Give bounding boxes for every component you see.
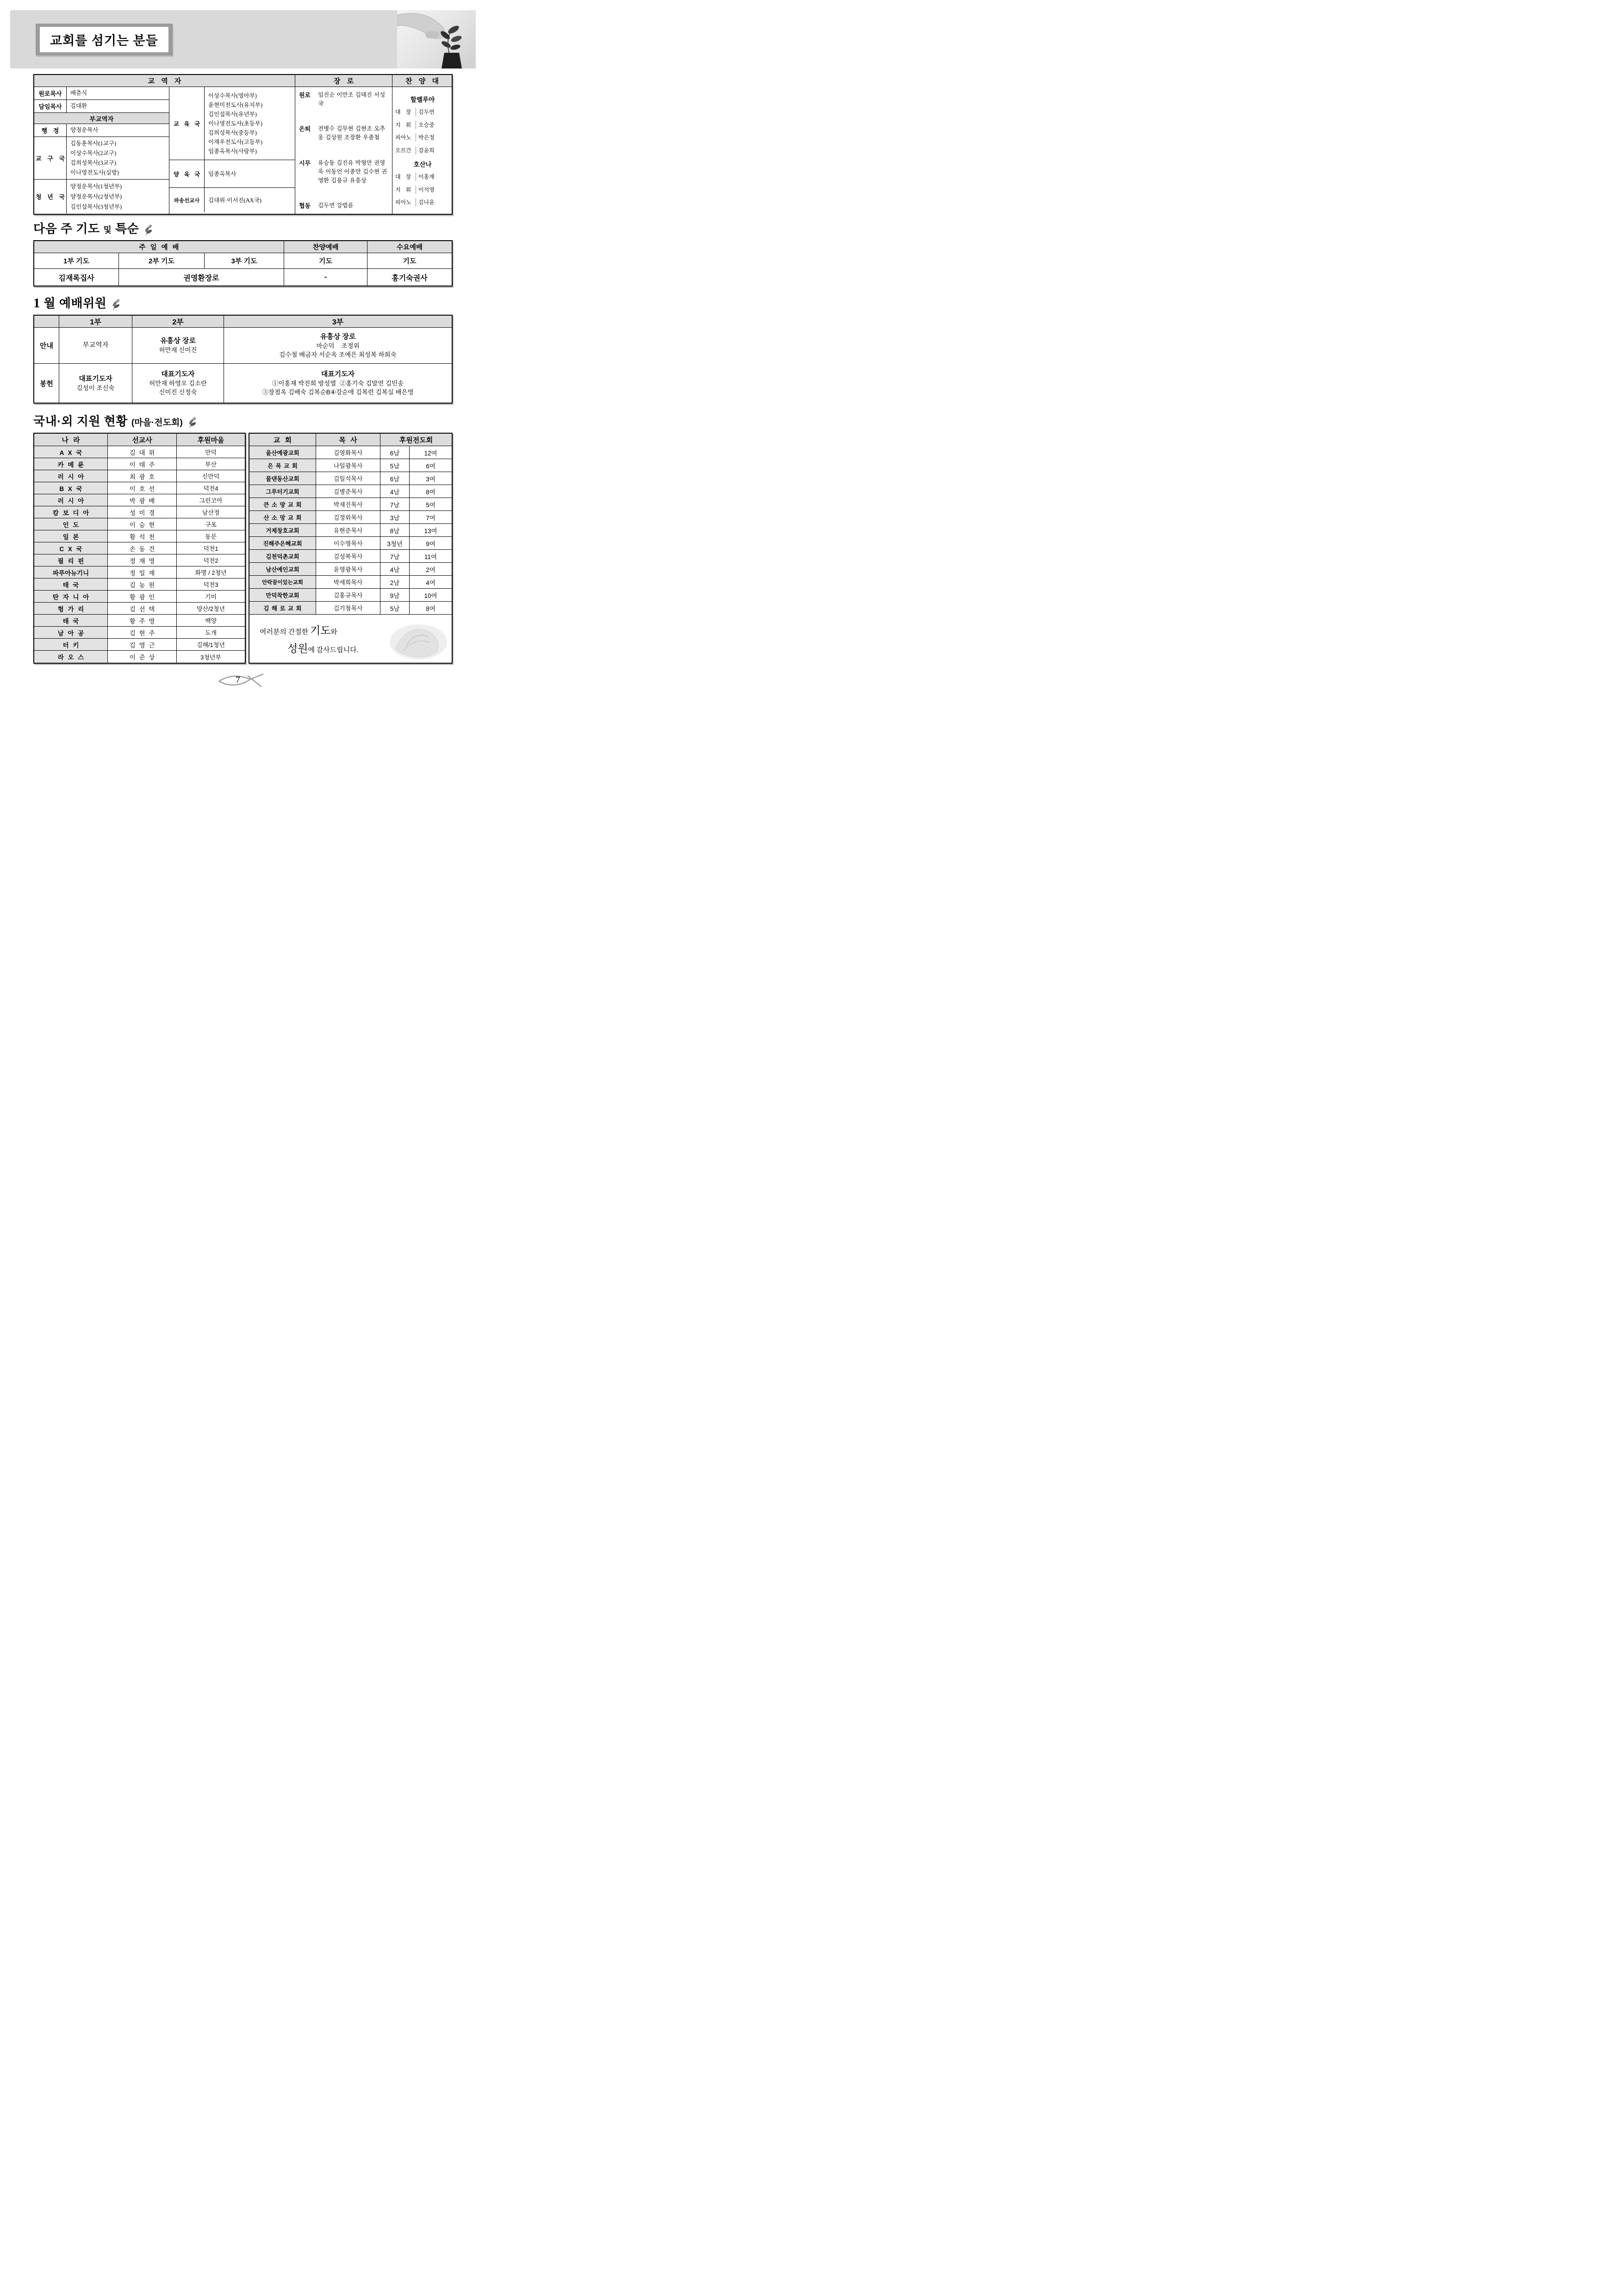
- committee-names: 마순덕 조정위: [316, 342, 360, 349]
- elder-group-label: 원로: [299, 92, 311, 99]
- committee-leader: 유흥상 장로: [160, 337, 196, 345]
- committee-names: 김성이 조신숙: [76, 384, 115, 392]
- header-elders: 장 로: [295, 75, 392, 87]
- country-cell: 탄 자 니 아: [34, 591, 108, 602]
- pastor-name: 김희성목사(중등부): [208, 129, 257, 136]
- table-header-row: [34, 316, 452, 328]
- committee-names: ③장점옥 김배숙 김복순B④강순애 김복련 김복실 배은영: [262, 389, 414, 396]
- leaf-icon: [187, 416, 198, 429]
- pastor-cell: 김일석목사: [316, 472, 380, 485]
- choir-person: 김두연: [416, 108, 450, 116]
- committee-leader: 대표기도자: [79, 374, 112, 383]
- pastor-cell: 김정위목사: [316, 511, 380, 523]
- country-cell: 태 국: [34, 615, 108, 626]
- next-week-table: [33, 240, 453, 286]
- prayer-part1: 김재록집사: [34, 269, 119, 286]
- pastor-name: 이나영전도사(심방): [70, 169, 119, 176]
- missionary-cell: 손 동 건: [108, 542, 177, 554]
- row-label: 원로목사: [34, 87, 67, 100]
- church-cell: 산 소 망 교 회: [249, 511, 316, 523]
- committee-leader: 대표기도자: [161, 370, 195, 378]
- table-row: [34, 579, 245, 591]
- pastor-name: 윤현미전도사(유치부): [208, 101, 263, 108]
- table-row: [34, 603, 245, 615]
- pastor-name: 양정운목사: [70, 127, 99, 133]
- choir-column: [392, 87, 452, 214]
- choir-role-row: [395, 186, 450, 194]
- elder-names: 전병수 김무현 김현조 오추웅 김상원 조장환 우종철: [318, 125, 386, 141]
- missionary-cell: 김 선 택: [108, 603, 177, 614]
- women-count-cell: 7여: [426, 514, 436, 522]
- table-row: [249, 459, 452, 472]
- women-count-cell: 8여: [426, 605, 436, 612]
- village-cell: 신만덕: [202, 473, 220, 480]
- table-header-row: [249, 434, 452, 446]
- header-part2: 2부: [132, 316, 224, 327]
- prayer-wednesday: 홍기숙권사: [392, 274, 428, 282]
- row-label: 교 육 국: [169, 87, 205, 160]
- table-row: [34, 470, 245, 482]
- hand-plant-photo: [397, 10, 476, 68]
- header-pastor: 목 사: [316, 434, 380, 446]
- row-label: 봉헌: [34, 364, 59, 403]
- prayer-praise: -: [284, 269, 367, 286]
- committee-names: 신미진 신정숙: [159, 389, 197, 396]
- pastor-cell: 윤영광목사: [316, 563, 380, 575]
- pastor-name: 김희성목사(3교구): [70, 159, 117, 166]
- church-cell: 물댄동산교회: [249, 472, 316, 485]
- elder-names: 임진순 이만조 김태진 서성국: [318, 92, 386, 107]
- country-cell: 헝 가 리: [34, 603, 108, 614]
- table-row: [34, 615, 245, 627]
- choir-role-row: [395, 121, 450, 129]
- church-cell: 진해주은혜교회: [249, 537, 316, 549]
- pastor-name: 김동훈목사(1교구): [70, 140, 117, 147]
- choir-person: 오승중: [416, 121, 450, 129]
- prayer-part2-3: 권영환장로: [119, 269, 284, 286]
- table-header-row: [34, 241, 452, 253]
- pastor-name: 김대환: [70, 103, 87, 109]
- village-cell: 그린코아: [199, 497, 223, 504]
- committee-names: 김수철 배금자 서순옥 조예은 최성복 하희숙: [279, 351, 397, 358]
- country-cell: 터 키: [34, 639, 108, 650]
- women-count-cell: 2여: [426, 566, 436, 573]
- table-row: [169, 87, 295, 160]
- choir-person: 강윤희: [416, 146, 450, 155]
- table-row: [249, 472, 452, 485]
- missions-table: [33, 433, 246, 664]
- pastor-cell: 나일광목사: [316, 459, 380, 472]
- missionary-cell: 김 대 위: [108, 446, 177, 458]
- page-title-box: [36, 24, 173, 56]
- missionary-cell: 최 광 호: [108, 470, 177, 482]
- table-row: [249, 485, 452, 498]
- table-row: [249, 576, 452, 589]
- table-row: [169, 160, 295, 188]
- header-sunday-worship: 주 일 예 배: [34, 241, 284, 253]
- country-cell: 파푸아뉴기니: [34, 566, 108, 578]
- church-cell: 큰 소 망 교 회: [249, 498, 316, 510]
- table-row: [34, 124, 169, 137]
- missionary-cell: 이 태 주: [108, 458, 177, 470]
- church-cell: 울산예광교회: [249, 446, 316, 459]
- men-count-cell: 5남: [380, 459, 410, 472]
- pastor-cell: 박세희목사: [316, 576, 380, 588]
- table-row: [34, 446, 245, 458]
- men-count-cell: 3청년: [380, 537, 410, 549]
- elders-column: [295, 87, 392, 214]
- ministers-middle-column: [169, 87, 295, 214]
- choir-person: 이석영: [416, 186, 450, 194]
- country-cell: C X 국: [34, 542, 108, 554]
- subheader-part3: 3부 기도: [205, 253, 284, 268]
- table-row: [249, 524, 452, 537]
- village-cell: 덕천4: [203, 485, 218, 492]
- pastor-cell: 이수영목사: [316, 537, 380, 549]
- bulletin-page: [0, 0, 486, 689]
- table-row: [249, 602, 452, 615]
- table-subheader-row: [34, 253, 452, 269]
- women-count-cell: 10여: [424, 592, 437, 599]
- hand-plant-illustration: [397, 10, 476, 68]
- page-title: 교회를 섬기는 분들: [50, 34, 158, 48]
- table-row: [34, 180, 169, 213]
- elder-names: 유승동 김진유 박형만 권영욱 이동언 이종만 김수현 권영환 김용규 유흥상: [318, 159, 387, 184]
- header-praise-worship: 찬양예배: [284, 241, 367, 253]
- leaf-icon: [110, 298, 121, 311]
- missionary-cell: 정 일 재: [108, 566, 177, 578]
- page-footer: [215, 670, 271, 689]
- women-count-cell: 12여: [424, 449, 437, 457]
- header-church: 교 회: [249, 434, 316, 446]
- church-cell: 만덕착한교회: [249, 589, 316, 601]
- missionary-cell: 이 준 상: [108, 651, 177, 663]
- table-values-row: [34, 269, 452, 286]
- table-row: [34, 554, 245, 566]
- church-cell: 안락꿈이있는교회: [249, 576, 316, 588]
- choir-team-name: 호산나: [413, 161, 432, 168]
- missionary-cell: 김 농 원: [108, 579, 177, 590]
- women-count-cell: 9여: [426, 540, 436, 548]
- country-cell: 라 오 스: [34, 651, 108, 663]
- pastor-name: 양정운목사(2청년부): [70, 193, 122, 200]
- table-row: [34, 651, 245, 663]
- row-label: 담임목사: [34, 100, 67, 112]
- village-cell: 덕천1: [203, 545, 218, 552]
- header-choir: 찬 양 대: [405, 77, 439, 85]
- fish-logo: [215, 670, 271, 689]
- table-row: [34, 542, 245, 554]
- men-count-cell: 6남: [380, 446, 410, 459]
- village-cell: 구포: [205, 521, 217, 528]
- table-row: [34, 100, 169, 113]
- subheader-part2: 2부 기도: [119, 253, 205, 268]
- choir-role: 피아노: [395, 134, 411, 141]
- table-row: [34, 530, 245, 542]
- men-count-cell: 3남: [380, 511, 410, 523]
- women-count-cell: 5여: [426, 501, 436, 509]
- ushers-row: [34, 328, 452, 364]
- country-cell: 필 리 핀: [34, 554, 108, 566]
- header-part1: 1부: [59, 316, 132, 327]
- choir-role: 오르간: [395, 147, 411, 154]
- missionary-cell: 이 호 선: [108, 482, 177, 494]
- servants-table-header: [34, 75, 452, 87]
- header-ministers: 교 역 자: [34, 75, 295, 87]
- men-count-cell: 8남: [380, 524, 410, 536]
- elder-group-label: 협동: [299, 202, 311, 209]
- choir-role: 피아노: [395, 199, 411, 206]
- church-cell: 그루터기교회: [249, 485, 316, 498]
- church-cell: 남산예인교회: [249, 563, 316, 575]
- january-section-title: 1 월 예배위원: [33, 294, 476, 311]
- choir-role-row: [395, 173, 450, 181]
- men-count-cell: 9남: [380, 589, 410, 601]
- men-count-cell: 4남: [380, 563, 410, 575]
- church-cell: 김 해 로 교 회: [249, 602, 316, 614]
- pastor-name: 임종옥목사(사랑부): [208, 148, 257, 155]
- missionary-cell: 성 미 경: [108, 506, 177, 518]
- servants-table: [33, 74, 453, 215]
- missionary-cell: 김 영 근: [108, 639, 177, 650]
- church-cell: 거제창호교회: [249, 524, 316, 536]
- country-cell: 일 본: [34, 530, 108, 542]
- missionary-name: 김대위·이서진(AX국): [208, 197, 262, 204]
- elder-names: 김두연 강법륜: [318, 202, 354, 209]
- thanks-note: 여러분의 간절한 기도와 성원에 감사드립니다.: [249, 615, 452, 663]
- men-count-cell: 4남: [380, 485, 410, 498]
- village-cell: 덕천2: [203, 557, 218, 564]
- table-header-row: [34, 434, 245, 446]
- header-part3: 3부: [332, 318, 344, 326]
- pastor-name: 배춘식: [70, 90, 87, 96]
- village-cell: 만덕: [205, 449, 217, 456]
- elder-group: [299, 159, 389, 185]
- village-cell: 도개: [205, 629, 217, 636]
- pastor-cell: 김영화목사: [316, 446, 380, 459]
- village-cell: 3청년부: [200, 653, 221, 661]
- elder-group: [299, 124, 389, 142]
- churches-table: [249, 433, 453, 664]
- missionary-cell: 황 주 영: [108, 615, 177, 626]
- country-cell: 러 시 아: [34, 494, 108, 506]
- assistant-ministers-subheader: 부교역자: [34, 113, 169, 124]
- missionary-cell: 정 재 영: [108, 554, 177, 566]
- men-count-cell: 6남: [380, 472, 410, 485]
- table-row: [34, 591, 245, 603]
- subheader-part1: 1부 기도: [34, 253, 119, 268]
- women-count-cell: 4여: [426, 579, 436, 586]
- country-cell: 러 시 아: [34, 470, 108, 482]
- choir-role: 대 장: [395, 174, 411, 180]
- table-row: [34, 506, 245, 518]
- missionary-cell: 황 석 천: [108, 530, 177, 542]
- pastor-cell: 박재진목사: [316, 498, 380, 510]
- choir-team-name: 할렐루야: [410, 96, 435, 103]
- women-count-cell: 13여: [424, 527, 437, 535]
- country-cell: 카 메 룬: [34, 458, 108, 470]
- pastor-name: 이재우전도사(고등부): [208, 138, 263, 145]
- next-week-section-title: 다음 주 기도 및 특순: [33, 219, 476, 236]
- choir-role: 지 휘: [395, 121, 411, 128]
- subheader-praise-prayer: 기도: [284, 253, 367, 268]
- country-cell: 태 국: [34, 579, 108, 590]
- row-label: 양 육 국: [169, 160, 205, 187]
- table-row: [34, 494, 245, 506]
- committee-names: 허만재 신미진: [159, 347, 197, 354]
- pastor-cell: 김성복목사: [316, 550, 380, 562]
- row-label: 안내: [34, 328, 59, 363]
- women-count-cell: 3여: [426, 475, 436, 483]
- header-banner: [10, 10, 476, 68]
- table-row: [249, 589, 452, 602]
- missionary-cell: 황 광 인: [108, 591, 177, 602]
- country-cell: A X 국: [34, 446, 108, 458]
- village-cell: 양산/2청년: [196, 605, 225, 612]
- pastor-name: 이상수목사(영아부): [208, 92, 257, 99]
- pastor-cell: 김홍규목사: [316, 589, 380, 601]
- subheader-wednesday-prayer: 기도: [403, 257, 417, 265]
- table-row: [34, 482, 245, 494]
- header-missionary: 선교사: [108, 434, 177, 446]
- table-row: [249, 550, 452, 563]
- elder-group-label: 시무: [299, 159, 311, 167]
- women-count-cell: 11여: [424, 553, 437, 560]
- committee-names: 허만재 하영오 김소란: [149, 380, 207, 387]
- header-village: 후원마을: [197, 436, 224, 444]
- header-country: 나 라: [34, 434, 108, 446]
- village-cell: 화명 / 2청년: [195, 569, 227, 576]
- support-section-title: 국내·외 지원 현황 (마을·전도회): [33, 412, 476, 429]
- village-cell: 덕천3: [203, 581, 218, 588]
- table-row: [169, 188, 295, 212]
- january-committee-table: [33, 315, 453, 404]
- pastor-cell: 김기철목사: [316, 602, 380, 614]
- pastor-name: 이나영전도사(초등부): [208, 120, 263, 127]
- missionary-cell: 이 승 현: [108, 518, 177, 530]
- choir-role-row: [395, 108, 450, 116]
- pastor-cell: 김병준목사: [316, 485, 380, 498]
- table-row: [249, 446, 452, 459]
- row-label: 청 년 국: [34, 180, 67, 213]
- missionary-cell: 김 현 주: [108, 627, 177, 638]
- elder-group: [299, 91, 389, 108]
- table-row: [34, 87, 169, 100]
- country-cell: 인 도: [34, 518, 108, 530]
- committee-leader: 대표기도자: [321, 370, 355, 378]
- men-count-cell: 7남: [380, 550, 410, 562]
- table-row: [34, 518, 245, 530]
- table-row: [34, 566, 245, 579]
- row-label: 파송선교사: [169, 188, 205, 212]
- committee-names: ①이홍재 박진희 방성열 ②홍기숙 김말연 김민송: [272, 380, 404, 387]
- pastor-name: 양정운목사(1청년부): [70, 183, 122, 190]
- table-row: [249, 498, 452, 511]
- village-cell: 백양: [205, 617, 217, 624]
- choir-role-row: [395, 133, 450, 142]
- table-row: [249, 511, 452, 524]
- pastor-name: 김인섭목사(유년부): [208, 111, 257, 118]
- choir-role-row: [395, 198, 450, 206]
- table-row: [249, 563, 452, 576]
- choir-person: 김나윤: [416, 198, 450, 206]
- choir-role: 지 휘: [395, 186, 411, 193]
- missionary-cell: 박 광 배: [108, 494, 177, 506]
- men-count-cell: 5남: [380, 602, 410, 614]
- women-count-cell: 6여: [426, 462, 436, 470]
- country-cell: 남 아 공: [34, 627, 108, 638]
- ministers-left-column: [34, 87, 169, 214]
- leaf-icon: [143, 224, 154, 236]
- elder-group: [299, 201, 389, 210]
- village-cell: 기비: [205, 593, 217, 600]
- table-row: [34, 137, 169, 180]
- table-row: [34, 639, 245, 651]
- choir-role-row: [395, 146, 450, 155]
- village-cell: 김해/1청년: [196, 641, 225, 648]
- village-cell: 부산: [205, 461, 217, 468]
- men-count-cell: 2남: [380, 576, 410, 588]
- country-cell: B X 국: [34, 482, 108, 494]
- table-row: [249, 537, 452, 550]
- church-cell: 은 목 교 회: [249, 459, 316, 472]
- committee-names: 부교역자: [82, 342, 109, 349]
- table-row: [34, 627, 245, 639]
- pastor-name: 임종옥목사: [208, 170, 236, 177]
- elder-group-label: 은퇴: [299, 125, 311, 133]
- pastor-name: 김인섭목사(3청년부): [70, 203, 122, 210]
- table-row: [34, 458, 245, 470]
- village-cell: 동문: [205, 533, 217, 540]
- village-cell: 남산정: [202, 509, 220, 516]
- pastor-name: 이상수목사(2교구): [70, 149, 117, 156]
- header-wednesday-worship: 수요예배: [367, 241, 452, 253]
- header-evangelism-group: 후원전도회: [399, 436, 433, 444]
- choir-person: 이홍재: [416, 173, 450, 181]
- women-count-cell: 8여: [426, 488, 436, 496]
- row-label: 교 구 국: [34, 137, 67, 179]
- page-number: 7: [236, 675, 240, 685]
- choir-person: 박은정: [416, 133, 450, 142]
- row-label: 행 정: [34, 124, 67, 137]
- committee-leader: 유흥상 장로: [320, 332, 356, 341]
- offering-row: [34, 364, 452, 403]
- pastor-cell: 유현준목사: [316, 524, 380, 536]
- church-cell: 김천덕촌교회: [249, 550, 316, 562]
- men-count-cell: 7남: [380, 498, 410, 510]
- corner-cell: [34, 316, 59, 327]
- country-cell: 캄 보 디 아: [34, 506, 108, 518]
- choir-role: 대 장: [395, 109, 411, 116]
